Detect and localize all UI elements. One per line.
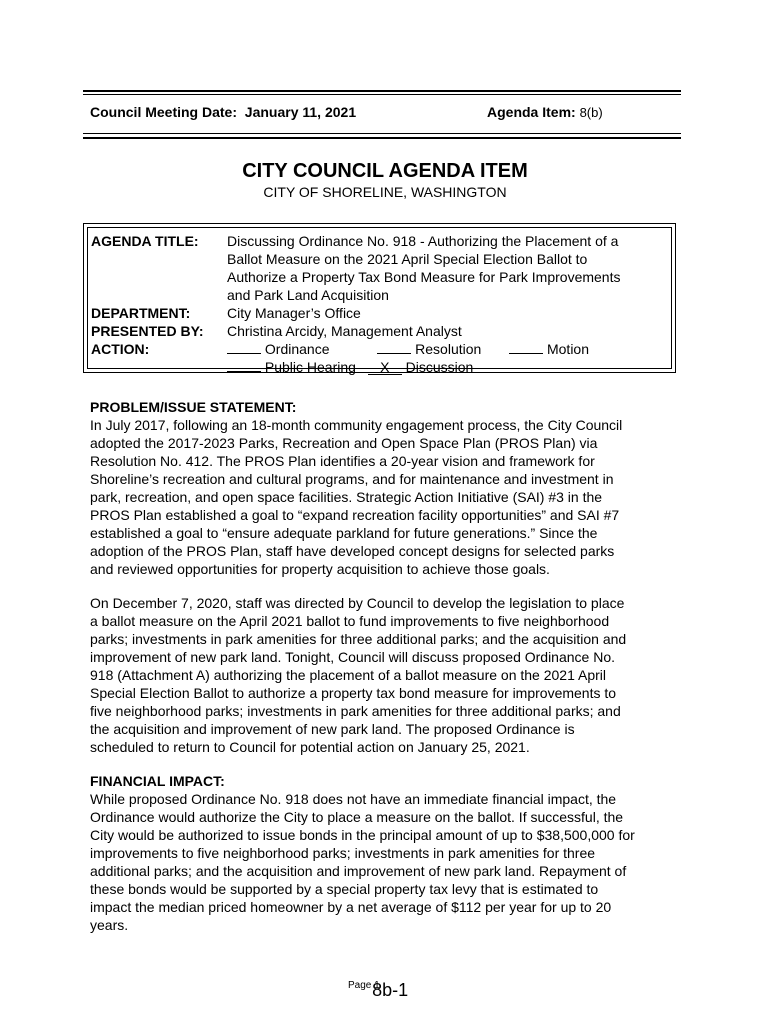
discussion-checkbox: X: [368, 361, 402, 375]
discussion-option: Discussion: [405, 359, 474, 375]
document-title: CITY COUNCIL AGENDA ITEM: [242, 160, 528, 182]
text-line: park, recreation, and open space facilities. Strategic Action Initiative (SAI) #3 in the: [90, 489, 603, 505]
text-line: impact the median priced homeowner by a net average of $112 per year for up to 20: [90, 899, 612, 915]
text-line: Ordinance would authorize the City to place a measure on the ballot. If successful, the: [90, 809, 624, 825]
problem-paragraph-1: [90, 416, 690, 578]
ordinance-checkbox: [227, 340, 261, 354]
text-line: five neighborhood parks; investments in park amenities for three additional parks; and: [90, 703, 621, 719]
text-line: Shoreline’s recreation and cultural programs, and for maintenance and investment in: [90, 471, 614, 487]
agenda-title-line: and Park Land Acquisition: [227, 287, 389, 303]
agenda-title-line: Discussing Ordinance No. 918 - Authorizing the Placement of a: [227, 233, 619, 249]
agenda-title-label: AGENDA TITLE:: [91, 233, 199, 249]
department-label: DEPARTMENT:: [91, 305, 191, 321]
text-line: established a goal to “ensure adequate parkland for future generations.” Since the: [90, 525, 598, 541]
text-line: In July 2017, following an 18-month community engagement process, the City Council: [90, 417, 623, 433]
page-footer: [348, 980, 408, 1001]
header-bottom-rule: [83, 137, 681, 139]
presented-by-value: Christina Arcidy, Management Analyst: [227, 323, 462, 339]
financial-impact-section: [90, 772, 690, 934]
public-hearing-checkbox: [227, 358, 261, 372]
motion-option: Motion: [546, 341, 590, 357]
text-line: additional parks; and the acquisition and improvement of new park land. Repayment of: [90, 863, 627, 879]
page-number: Page 1: [348, 980, 380, 991]
financial-impact-paragraph: [90, 790, 690, 934]
text-line: On December 7, 2020, staff was directed by Council to develop the legislation to place: [90, 595, 625, 611]
agenda-info-box: [83, 223, 676, 373]
agenda-title-line: Authorize a Property Tax Bond Measure for Park Improvements: [227, 269, 621, 285]
financial-impact-heading: FINANCIAL IMPACT:: [90, 773, 225, 789]
meeting-date-value: January 11, 2021: [244, 104, 357, 120]
action-options-row-2: [227, 358, 473, 375]
text-line: and reviewed opportunities for property acquisition to achieve those goals.: [90, 561, 550, 577]
action-label: ACTION:: [91, 341, 150, 357]
header-top-rule-thin: [83, 94, 681, 95]
presented-by-label: PRESENTED BY:: [91, 323, 204, 339]
meeting-line: [90, 104, 680, 124]
problem-paragraph-2-section: [90, 594, 690, 756]
text-line: scheduled to return to Council for potential action on January 25, 2021.: [90, 739, 530, 755]
agenda-title-line: Ballot Measure on the 2021 April Special Election Ballot to: [227, 251, 588, 267]
problem-paragraph-2: [90, 594, 690, 756]
document-subtitle: CITY OF SHORELINE, WASHINGTON: [263, 184, 507, 200]
problem-statement-heading: PROBLEM/ISSUE STATEMENT:: [90, 399, 297, 415]
meeting-date: [90, 104, 356, 120]
text-line: improvement of new park land. Tonight, Council will discuss proposed Ordinance No.: [90, 649, 616, 665]
agenda-item-value: 8(b): [579, 105, 603, 120]
text-line: PROS Plan established a goal to “expand recreation facility opportunities” and SAI #7: [90, 507, 620, 523]
agenda-item: [487, 104, 603, 120]
page-code: 8b-1: [372, 980, 409, 1000]
text-line: these bonds would be supported by a special property tax levy that is estimated to: [90, 881, 599, 897]
agenda-title-text: [227, 232, 667, 304]
text-line: City would be authorized to issue bonds in the principal amount of up to $38,500,000 for: [90, 827, 635, 843]
text-line: parks; investments in park amenities for three additional parks; and the acquisition and: [90, 631, 627, 647]
agenda-item-label: Agenda Item:: [487, 104, 576, 120]
text-line: 918 (Attachment A) authorizing the placement of a ballot measure on the 2021 April: [90, 667, 606, 683]
text-line: adopted the 2017-2023 Parks, Recreation and Open Space Plan (PROS Plan) via: [90, 435, 598, 451]
resolution-option: Resolution: [415, 341, 482, 357]
text-line: the acquisition and improvement of new park land. The proposed Ordinance is: [90, 721, 575, 737]
ordinance-option: Ordinance: [264, 341, 330, 357]
text-line: Resolution No. 412. The PROS Plan identifies a 20-year vision and framework for: [90, 453, 595, 469]
public-hearing-option: Public Hearing: [264, 359, 356, 375]
header-bottom-rule-thin: [83, 133, 681, 134]
action-options-row-1: [227, 340, 589, 357]
text-line: improvements to five neighborhood parks; investments in park amenities for three: [90, 845, 596, 861]
header-top-rule: [83, 90, 681, 92]
department-value: City Manager’s Office: [227, 305, 361, 321]
meeting-date-label: Council Meeting Date:: [90, 104, 238, 120]
motion-checkbox: [509, 340, 543, 354]
text-line: Special Election Ballot to authorize a property tax bond measure for improvements to: [90, 685, 617, 701]
resolution-checkbox: [377, 340, 411, 354]
text-line: a ballot measure on the April 2021 ballot to fund improvements to five neighborhood: [90, 613, 610, 629]
text-line: adoption of the PROS Plan, staff have developed concept designs for selected parks: [90, 543, 615, 559]
problem-statement-section: [90, 398, 690, 578]
text-line: years.: [90, 917, 129, 933]
text-line: While proposed Ordinance No. 918 does not have an immediate financial impact, the: [90, 791, 617, 807]
